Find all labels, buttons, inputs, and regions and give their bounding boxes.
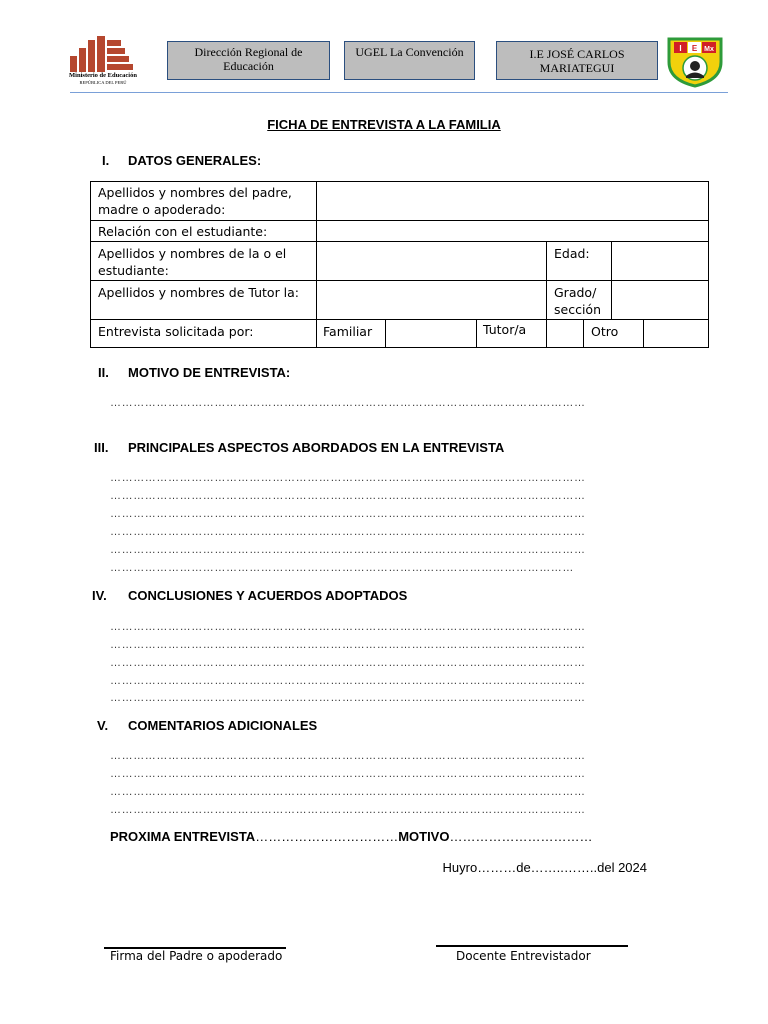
section-3-label: PRINCIPALES ASPECTOS ABORDADOS EN LA ENTREVISTA — [128, 440, 505, 455]
dotted-line: …………………………………………………………………………………………………………… — [110, 675, 586, 687]
dotted-line: …………………………………………………………………………………………………………… — [110, 692, 586, 704]
dotted-line: …………………………………………………………………………………………………………… — [110, 621, 586, 633]
school-crest-icon — [666, 36, 724, 88]
header-box-school: I.E JOSÉ CARLOS MARIATEGUI — [496, 41, 658, 80]
dotted-line: …………………………………………………………………………………………………………… — [110, 786, 586, 798]
dotted-line: …………………………………………………………………………………………………………… — [110, 544, 586, 556]
signature-label-parent: Firma del Padre o apoderado — [110, 949, 283, 963]
label-tutor-name: Apellidos y nombres de Tutor la: — [98, 285, 300, 300]
label-requested-by: Entrevista solicitada por: — [98, 324, 254, 339]
signature-line-teacher — [436, 945, 628, 947]
dotted-line: …………………………………………………………………………………………………………… — [110, 397, 586, 409]
header-rule — [70, 92, 728, 93]
general-data-table — [90, 181, 709, 348]
crest-letter-mx: Mx — [704, 46, 714, 53]
motive-label: MOTIVO — [398, 829, 450, 844]
label-student-name: Apellidos y nombres de la o el estudiante: — [98, 246, 287, 278]
section-2-label: MOTIVO DE ENTREVISTA: — [128, 365, 291, 380]
ministry-logo-text: Ministerio de Educación REPÚBLICA DEL PERÚ — [69, 72, 137, 85]
section-1-number: I. — [102, 153, 110, 168]
section-5-label: COMENTARIOS ADICIONALES — [128, 718, 318, 733]
option-other: Otro — [591, 324, 619, 339]
label-relationship: Relación con el estudiante: — [98, 224, 268, 239]
dotted-line: ………………………………………………………………………………………………………… — [110, 562, 574, 574]
signature-label-teacher: Docente Entrevistador — [456, 949, 591, 963]
dotted-line: …………………………………………………………………………………………………………… — [110, 526, 586, 538]
option-tutor: Tutor/a — [483, 322, 527, 337]
ministry-logo-subtext: REPÚBLICA DEL PERÚ — [79, 80, 127, 85]
crest-letter-e: E — [691, 44, 698, 53]
next-interview-line — [110, 829, 592, 844]
next-interview-label: PROXIMA ENTREVISTA — [110, 829, 256, 844]
section-3-number: III. — [94, 440, 109, 455]
dotted-line: …………………………………………………………………………………………………………… — [110, 657, 586, 669]
page-title: FICHA DE ENTREVISTA A LA FAMILIA — [267, 117, 501, 132]
section-4-label: CONCLUSIONES Y ACUERDOS ADOPTADOS — [128, 588, 408, 603]
section-4-number: IV. — [92, 588, 107, 603]
dotted-line: …………………………………………………………………………………………………………… — [110, 472, 586, 484]
section-5-number: V. — [97, 718, 109, 733]
dotted-line: …………………………………………………………………………………………………………… — [110, 750, 586, 762]
motive-dots: …………………………… — [449, 829, 593, 844]
dotted-line: …………………………………………………………………………………………………………… — [110, 804, 586, 816]
header-box-region: Dirección Regional de Educación — [167, 41, 330, 80]
dotted-line: …………………………………………………………………………………………………………… — [110, 490, 586, 502]
dotted-line: …………………………………………………………………………………………………………… — [110, 508, 586, 520]
dotted-line: …………………………………………………………………………………………………………… — [110, 768, 586, 780]
date-line: Huyro………de……..……..del 2024 — [442, 860, 647, 875]
label-parent-name: Apellidos y nombres del padre, madre o apoderado: — [98, 185, 292, 217]
header-box-ugel: UGEL La Convención — [344, 41, 475, 80]
option-family: Familiar — [323, 324, 373, 339]
section-1-label: DATOS GENERALES: — [128, 153, 262, 168]
next-interview-dots: …………………………… — [255, 829, 399, 844]
section-2-number: II. — [98, 365, 109, 380]
label-age: Edad: — [554, 246, 590, 261]
crest-letter-i: I — [679, 44, 682, 53]
dotted-line: …………………………………………………………………………………………………………… — [110, 639, 586, 651]
label-grade-section: Grado/ sección — [554, 285, 601, 317]
